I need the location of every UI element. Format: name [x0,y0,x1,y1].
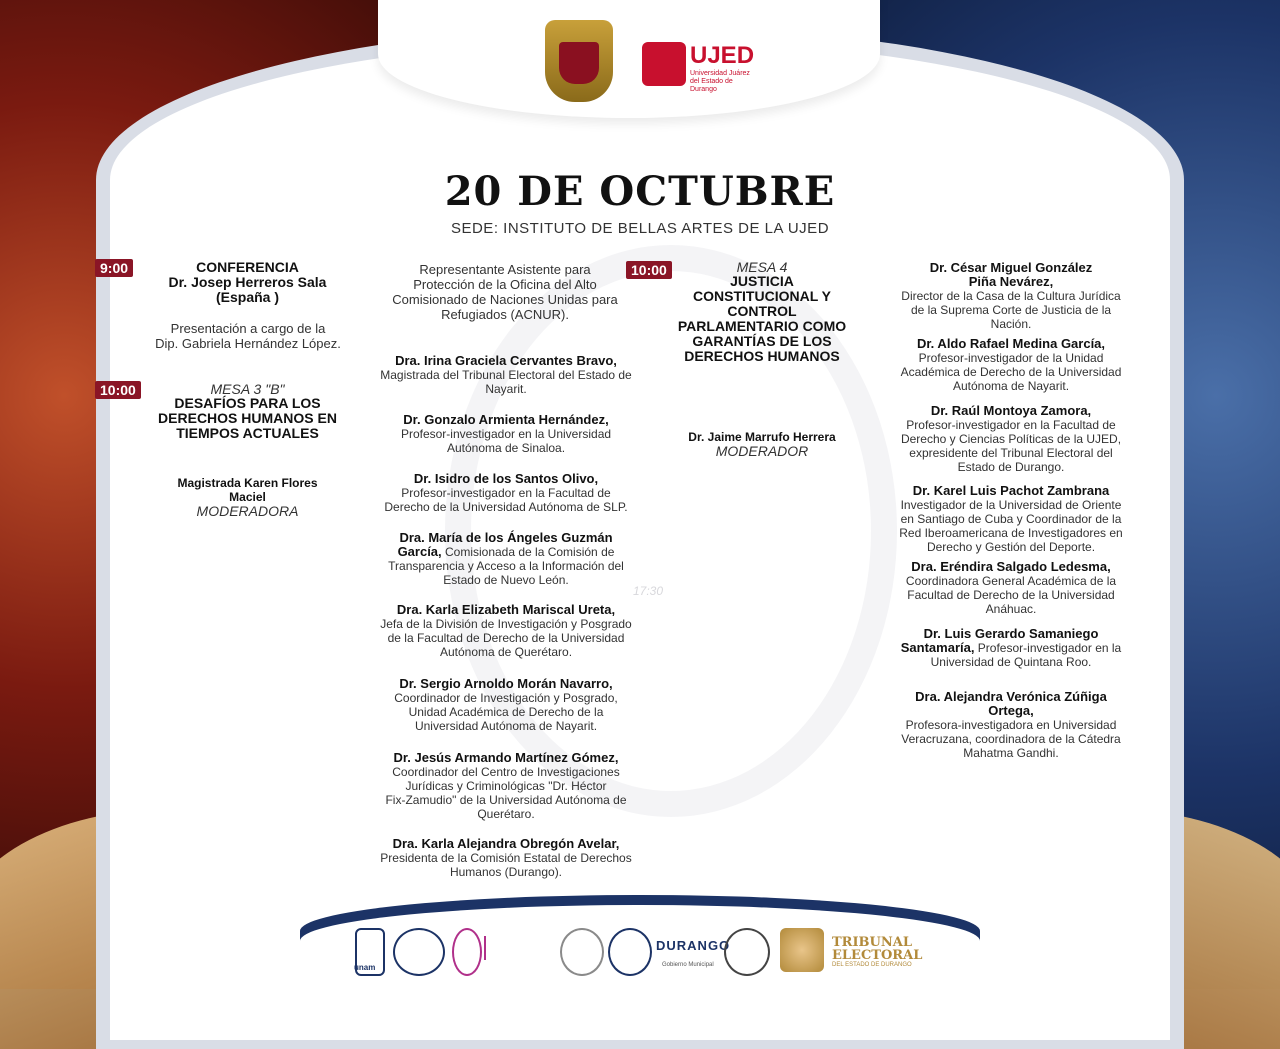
panelist-desc: Coordinador de Investigación y Posgrado, [394,691,618,705]
ujed-logo-subtitle: Universidad Juárez del Estado de Durango [690,70,750,93]
panelist-name: Dr. Aldo Rafael Medina García, [916,336,1106,351]
panelist-montoya [874,404,1148,474]
sponsor-logo-7 [724,928,770,976]
sponsor-logo-2 [393,928,445,976]
durango-sub: Gobierno Municipal [662,962,714,968]
panelist-name: Santamaría, [900,640,975,655]
time-badge-900: 9:00 [95,259,133,277]
moderator-role: MODERADORA [196,503,299,519]
panelist-armienta [350,413,662,455]
sponsor-logo-3-text [484,936,558,960]
panelist-zuniga [874,690,1148,760]
panelist-desc: Autónoma de Querétaro. [439,645,573,659]
tribunal-logo-text [832,936,922,962]
acnur-block [360,262,650,322]
panelist-desc: Querétaro. [477,807,535,821]
panelist-name: Dra. Alejandra Verónica Zúñiga [915,689,1107,704]
durango-logo: DURANGO [656,938,731,953]
mesa4-title-line: CONTROL [727,303,797,319]
panelist-moran [350,677,662,733]
panelist-desc: Fix-Zamudio" de la Universidad Autónoma de [385,793,627,807]
mesa3-label: MESA 3 "B" [210,381,285,397]
presentation-block [128,321,368,351]
mesa4-moderator [660,430,864,458]
acnur-line: Refugiados (ACNUR). [441,307,569,322]
panelist-desc: Humanos (Durango). [449,865,563,879]
sponsor-logo-5 [608,928,652,976]
panelist-martinez [350,751,662,821]
mesa3-moderator [150,476,345,518]
panelist-desc: Profesor-investigador en la [974,641,1122,655]
panelist-name: Dr. Karel Luis Pachot Zambrana [912,483,1110,498]
panelist-desc: Estado de Nuevo León. [443,573,569,587]
mesa4-title-line: CONSTITUCIONAL Y [693,288,831,304]
panelist-desc: Derecho y Ciencias Políticas de la UJED, [900,432,1122,446]
panelist-desc: Director de la Casa de la Cultura Jurídica [901,289,1121,303]
mesa3-title-line: DERECHOS HUMANOS EN [158,410,337,426]
mesa3-block [140,382,355,441]
mesa4-title-line: GARANTÍAS DE LOS [692,333,832,349]
panelist-desc: Profesor-investigador en la Universidad [400,427,612,441]
panelist-desc: Autónoma de Sinaloa. [446,441,566,455]
panelist-desc: Jurídicas y Criminológicas "Dr. Héctor [405,779,607,793]
panelist-name: Dra. Karla Alejandra Obregón Avelar, [392,836,620,851]
panelist-samaniego [874,627,1148,669]
conference-country: (España ) [215,289,279,305]
panelist-desc: Coordinador del Centro de Investigaciones [392,765,620,779]
page-title: 20 DE OCTUBRE [444,168,836,215]
presentation-line: Dip. Gabriela Hernández López. [155,336,341,351]
panelist-desc: expresidente del Tribunal Electoral del [909,446,1113,460]
panelist-desc: Investigador de la Universidad de Oriente [900,498,1122,512]
panelist-desc: Comisionada de la Comisión de [441,545,615,559]
panelist-desc: Autónoma de Nayarit. [952,379,1070,393]
panelist-desc: Transparencia y Acceso a la Información del [388,559,624,573]
panelist-desc: Jefa de la División de Investigación y Posgrado [380,617,632,631]
acnur-line: Protección de la Oficina del Alto [413,277,597,292]
panelist-desc: Presidenta de la Comisión Estatal de Derechos [380,851,632,865]
panelist-name: Dr. Gonzalo Armienta Hernández, [403,412,609,427]
moderator-role: MODERADOR [715,443,809,459]
panelist-name: Dr. Isidro de los Santos Olivo, [413,471,599,486]
panelist-desc: Estado de Durango. [957,460,1065,474]
panelist-name: Dr. Jesús Armando Martínez Gómez, [393,750,619,765]
mesa4-title-line: DERECHOS HUMANOS [684,348,840,364]
ghost-time: 17:30 [632,584,664,598]
time-badge-1000: 10:00 [95,381,141,399]
moderator-name: Magistrada Karen Flores [177,476,318,490]
panelist-desc: Profesora-investigadora en Universidad [905,718,1117,732]
panelist-desc: Nación. [990,317,1032,331]
panelist-name: García, [397,544,442,559]
acnur-line: Comisionado de Naciones Unidas para [392,292,618,307]
panelist-desc: Derecho y Gestión del Deporte. [926,540,1096,554]
venue: SEDE: INSTITUTO DE BELLAS ARTES DE LA UJED [450,220,830,237]
ujed-logo-text: UJED [690,42,755,69]
moderator-name: Maciel [229,490,266,504]
panelist-santos [350,472,662,514]
conference-speaker: Dr. Josep Herreros Sala [168,274,327,290]
panelist-gonzalez [874,261,1148,331]
panelist-desc: Magistrada del Tribunal Electoral del Estado de [380,368,632,382]
tribunal-line: ELECTORAL [832,948,923,963]
panelist-desc: Coordinadora General Académica de la [905,574,1117,588]
faculty-shield-logo [545,20,613,102]
tribunal-sub: DEL ESTADO DE DURANGO [832,962,912,968]
panelist-desc: Profesor-investigador de la Unidad [918,351,1104,365]
panelist-name: Dr. Sergio Arnoldo Morán Navarro, [399,676,613,691]
panelist-desc: Universidad Autónoma de Nayarit. [414,719,598,733]
panelist-desc: de la Suprema Corte de Justicia de la [910,303,1112,317]
panelist-desc: en Santiago de Cuba y Coordinador de la [900,512,1122,526]
tribunal-emblem [780,928,824,972]
panelist-salgado [874,560,1148,616]
mesa3-title-line: TIEMPOS ACTUALES [176,425,319,441]
moderator-name: Dr. Jaime Marrufo Herrera [688,430,836,444]
conference-title: CONFERENCIA [196,259,299,275]
panelist-pachot [874,484,1148,554]
panelist-desc: Académica de Derecho de la Universidad [900,365,1122,379]
panelist-desc: Derecho de la Universidad Autónoma de SLP. [384,500,628,514]
panelist-name: Dra. Irina Graciela Cervantes Bravo, [395,353,617,368]
panelist-desc: Profesor-investigador en la Facultad de [401,486,611,500]
mesa4-block [662,260,862,364]
mesa4-label: MESA 4 [736,259,788,275]
panelist-desc: Veracruzana, coordinadora de la Cátedra [901,732,1121,746]
time-badge-1000-mesa4: 10:00 [626,261,672,279]
sponsor-logo-3 [452,928,482,976]
ujed-logo-icon [642,42,686,86]
panelist-mariscal [350,603,662,659]
panelist-guzman [350,531,662,587]
panelist-name: Dra. Karla Elizabeth Mariscal Ureta, [396,602,616,617]
panelist-cervantes [350,354,662,396]
sponsor-logo-4 [560,928,604,976]
panelist-name: Piña Nevárez, [968,274,1054,289]
panelist-desc: Red Iberoamericana de Investigadores en [899,526,1123,540]
panelist-desc: Universidad de Quintana Roo. [930,655,1092,669]
acnur-line: Representante Asistente para [419,262,591,277]
panelist-desc: Profesor-investigador en la Facultad de [906,418,1116,432]
panelist-name: Ortega, [988,703,1034,718]
panelist-desc: de la Facultad de Derecho de la Universidad [387,631,625,645]
tribunal-line: TRIBUNAL [832,935,912,950]
panelist-desc: Nayarit. [485,382,527,396]
panelist-name: Dr. Luis Gerardo Samaniego [923,626,1099,641]
panelist-medina [874,337,1148,393]
panelist-desc: Mahatma Gandhi. [963,746,1059,760]
presentation-line: Presentación a cargo de la [170,321,326,336]
mesa4-title-line: JUSTICIA [730,273,794,289]
unam-label: unam [354,963,376,972]
conference-block [150,260,345,305]
panelist-name: Dr. César Miguel González [929,260,1093,275]
panelist-desc: Anáhuac. [985,602,1037,616]
panelist-desc: Unidad Académica de Derecho de la [408,705,604,719]
panelist-name: Dra. Eréndira Salgado Ledesma, [911,559,1111,574]
panelist-name: Dr. Raúl Montoya Zamora, [930,403,1092,418]
panelist-desc: Facultad de Derecho de la Universidad [907,588,1115,602]
panelist-obregon [350,837,662,879]
mesa4-title-line: PARLAMENTARIO COMO [677,318,847,334]
mesa3-title-line: DESAFÍOS PARA LOS [174,395,321,411]
panelist-name: Dra. María de los Ángeles Guzmán [399,530,613,545]
